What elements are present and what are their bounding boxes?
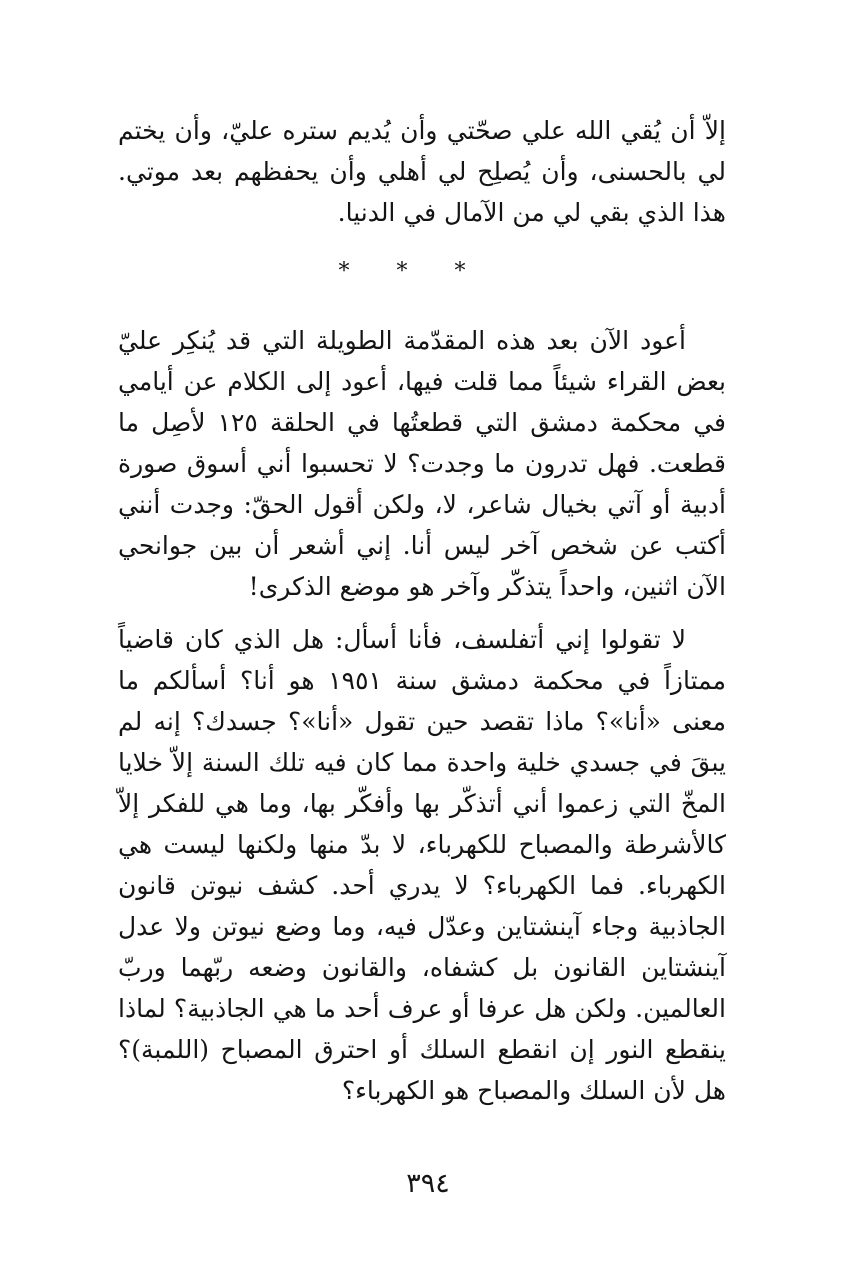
paragraph-return-to-court: أعود الآن بعد هذه المقدّمة الطويلة التي قد يُنكِر عليّ بعض القراء شيئاً مما قلت فيها، أعود إلى الكلام عن أيامي في محكمة دمشق التي قطعتُها في الحلقة ١٢٥ لأصِل ما قطعت. فهل تدرون ما وجدت؟ لا تحسبوا أني أسوق صورة أدبية أو آتي بخيال شاعر، لا، ولكن أقول الحقّ: وجدت أنني أكتب عن شخص آخر ليس أنا. إني أشعر أن بين جوانحي الآن اثنين، واحداً يتذكّر وآخر هو موضع الذكرى! <box>118 326 726 601</box>
page-number: ٣٩٤ <box>406 1168 450 1199</box>
section-separator: * * * <box>338 259 486 284</box>
paragraph-philosophy: لا تقولوا إني أتفلسف، فأنا أسأل: هل الذي كان قاضياً ممتازاً في محكمة دمشق سنة ١٩٥١ هو أنا؟ أسألكم ما معنى «أنا»؟ ماذا تقصد حين تقول «أنا»؟ جسدك؟ إنه لم يبقَ في جسدي خلية واحدة مما كان فيه تلك السنة إلاّ خلايا المخّ التي زعموا أني أتذكّر بها وأفكّر بها، وما هي للفكر إلاّ كالأشرطة والمصباح للكهرباء، لا بدّ منها ولكنها ليست هي الكهرباء. فما الكهرباء؟ لا يدري أحد. كشف نيوتن قانون الجاذبية وجاء آينشتاين وعدّل فيه، وما وضع نيوتن ولا عدل آينشتاين القانون بل كشفاه، والقانون وضعه ربّهما وربّ العالمين. ولكن هل عرفا أو عرف أحد ما هي الجاذبية؟ لماذا ينقطع النور إن انقطع السلك أو احترق المصباح (اللمبة)؟ هل لأن السلك والمصباح هو الكهرباء؟ <box>118 625 727 1105</box>
page-body <box>118 110 726 1123</box>
paragraph-opening: إلاّ أن يُقي الله علي صحّتي وأن يُديم ستره عليّ، وأن يختم لي بالحسنى، وأن يُصلِح لي أهلي وأن يحفظهم بعد موتي. هذا الذي بقي لي من الآمال في الدنيا. <box>118 116 726 227</box>
